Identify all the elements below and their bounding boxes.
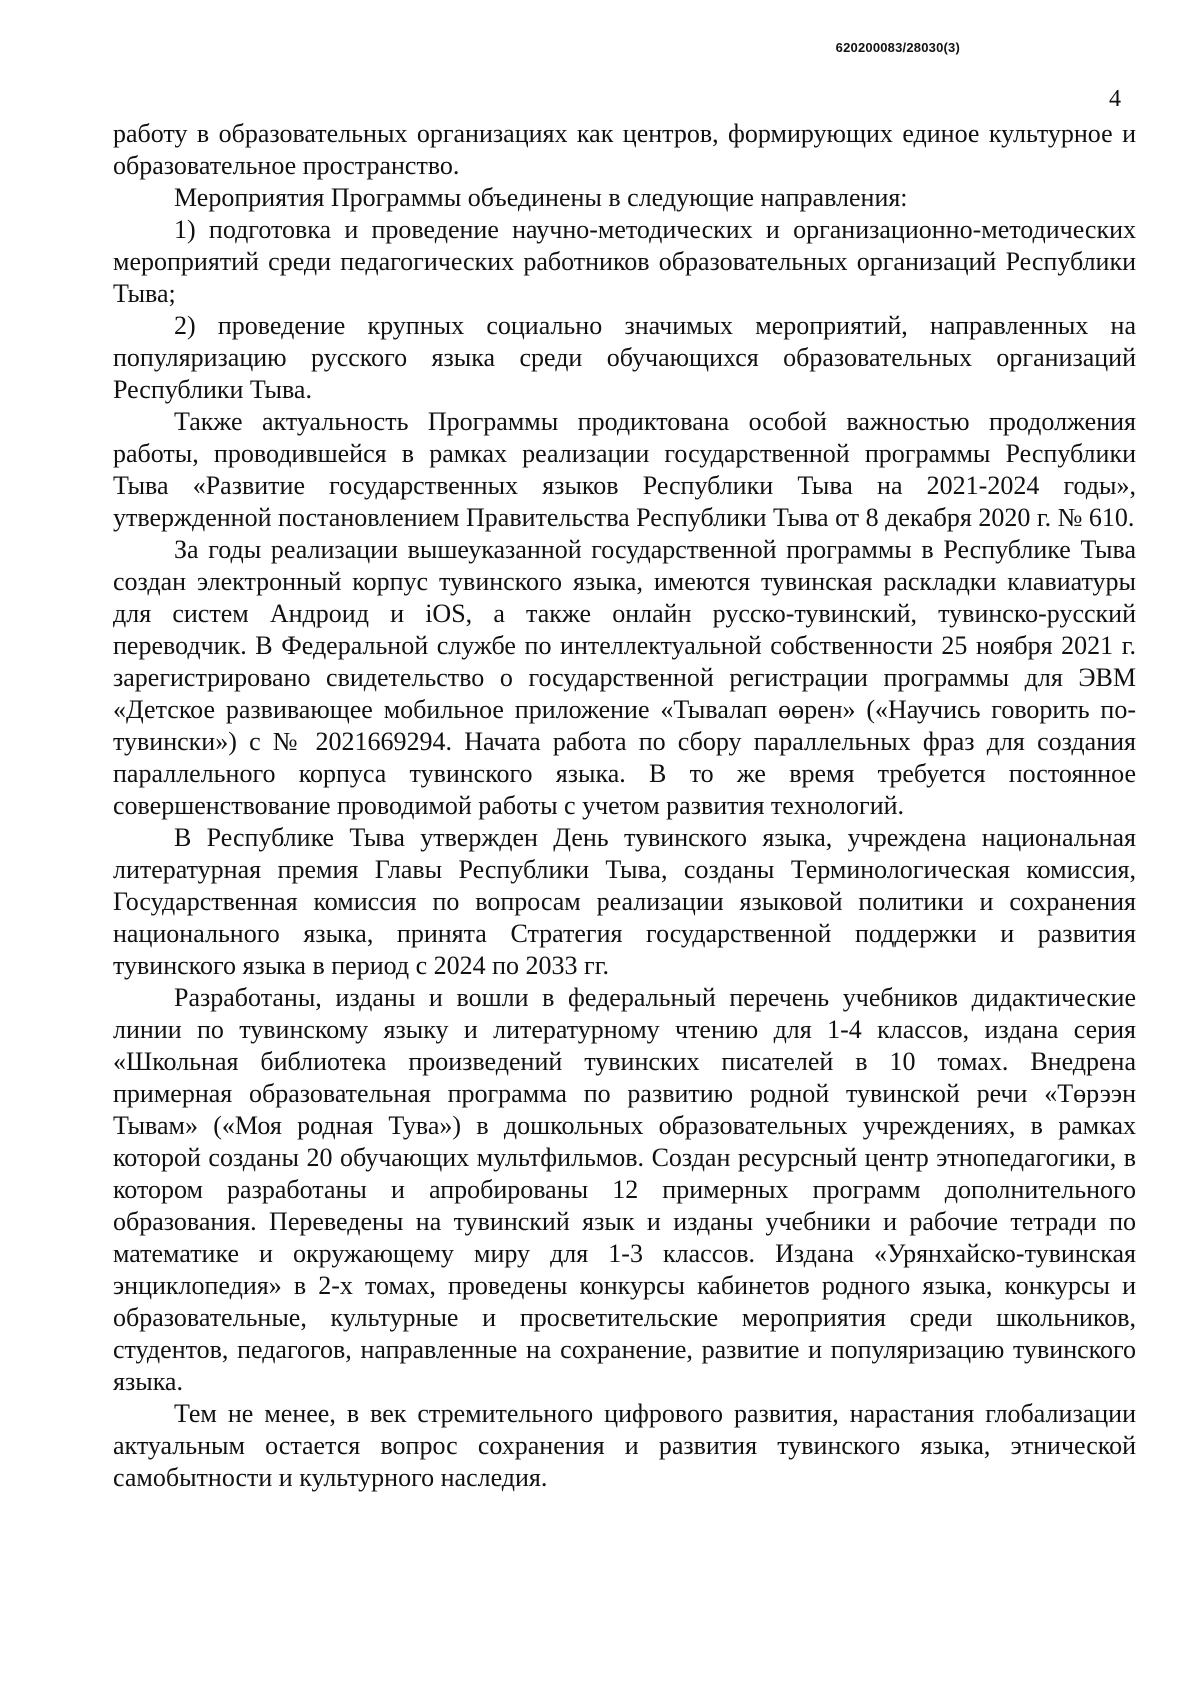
body-text bbox=[113, 118, 1136, 1494]
paragraph: Тем не менее, в век стремительного цифрового развития, нарастания глобализации актуальным остается вопрос сохранения и развития тувинского языка, этнической самобытности и культурного наследия. bbox=[113, 1399, 1136, 1492]
paragraph: Мероприятия Программы объединены в следующие направления: bbox=[174, 183, 908, 212]
paragraph: Также актуальность Программы продиктована особой важностью продолжения работы, проводившейся в рамках реализации государственной программы Республики Тыва «Развитие государственных языков Республики Тыва на 2021-2024 годы», утвержденной постановлением Правительства Республики Тыва от 8 декабря 2020 г. № 610. bbox=[113, 407, 1136, 532]
paragraph: работу в образовательных организациях как центров, формирующих единое культурное и образовательное пространство. bbox=[113, 119, 1136, 180]
document-id: 620200083/28030(3) bbox=[835, 40, 960, 55]
paragraph: За годы реализации вышеуказанной государственной программы в Республике Тыва создан электронный корпус тувинского языка, имеются тувинская раскладки клавиатуры для систем Андроид и iOS, а также онлайн русско-тувинский, тувинско-русский переводчик. В Федеральной службе по интеллектуальной собственности 25 ноября 2021 г. зарегистрировано свидетельство о государственной регистрации программы для ЭВМ «Детское развивающее мобильное приложение «Тывалап өөрен» («Научись говорить по-тувински») с № 2021669294. Начата работа по сбору параллельных фраз для создания параллельного корпуса тувинского языка. В то же время требуется постоянное совершенствование проводимой работы с учетом развития технологий. bbox=[113, 535, 1136, 820]
paragraph: 1) подготовка и проведение научно-методических и организационно-методических мероприятий среди педагогических работников образовательных организаций Республики Тыва; bbox=[113, 215, 1136, 308]
paragraph: В Республике Тыва утвержден День тувинского языка, учреждена национальная литературная премия Главы Республики Тыва, созданы Терминологическая комиссия, Государственная комиссия по вопросам реализации языковой политики и сохранения национального языка, принята Стратегия государственной поддержки и развития тувинского языка в период с 2024 по 2033 гг. bbox=[113, 823, 1136, 980]
paragraph: Разработаны, изданы и вошли в федеральный перечень учебников дидактические линии по тувинскому языку и литературному чтению для 1-4 классов, издана серия «Школьная библиотека произведений тувинских писателей в 10 томах. Внедрена примерная образовательная программа по развитию родной тувинской речи «Төрээн Тывам» («Моя родная Тува») в дошкольных образовательных учреждениях, в рамках которой созданы 20 обучающих мультфильмов. Создан ресурсный центр этнопедагогики, в котором разработаны и апробированы 12 примерных программ дополнительного образования. Переведены на тувинский язык и изданы учебники и рабочие тетради по математике и окружающему миру для 1-3 классов. Издана «Урянхайско-тувинская энциклопедия» в 2-х томах, проведены конкурсы кабинетов родного языка, конкурсы и образовательные, культурные и просветительские мероприятия среди школьников, студентов, педагогов, направленные на сохранение, развитие и популяризацию тувинского языка. bbox=[113, 983, 1136, 1396]
page-number: 4 bbox=[1109, 86, 1121, 112]
paragraph: 2) проведение крупных социально значимых мероприятий, направленных на популяризацию русского языка среди обучающихся образовательных организаций Республики Тыва. bbox=[113, 311, 1136, 404]
